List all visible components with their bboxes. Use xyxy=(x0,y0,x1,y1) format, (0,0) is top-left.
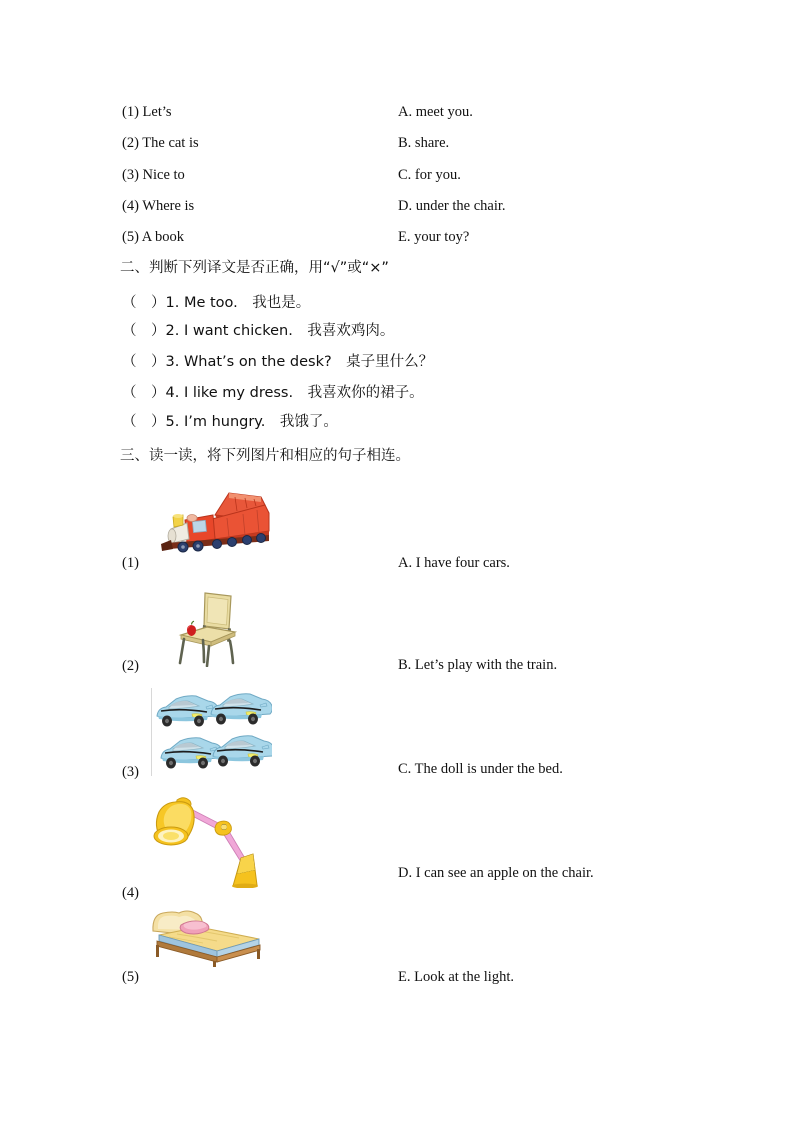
picture-chair-with-apple xyxy=(173,589,243,667)
s2-item-4: （ ）4. I like my dress. 我喜欢你的裙子。 xyxy=(122,385,424,401)
section-2-heading: 二、判断下列译文是否正确，用“√”或“×” xyxy=(120,260,389,276)
s1-right-item-d: D. under the chair. xyxy=(398,198,506,214)
s2-item-2: （ ）2. I want chicken. 我喜欢鸡肉。 xyxy=(122,323,395,339)
s1-left-item-5: (5) A book xyxy=(122,229,185,245)
s1-left-item-4: (4) Where is xyxy=(122,198,195,214)
s1-right-item-e: E. your toy? xyxy=(398,229,470,245)
s3-sentence-b: B. Let’s play with the train. xyxy=(398,657,558,673)
s3-sentence-d: D. I can see an apple on the chair. xyxy=(398,865,594,881)
s1-right-item-c: C. for you. xyxy=(398,167,461,183)
s3-sentence-e: E. Look at the light. xyxy=(398,969,514,985)
section-3-heading: 三、读一读，将下列图片和相应的句子相连。 xyxy=(120,448,410,464)
s3-number-3: (3) xyxy=(122,764,139,780)
s3-sentence-a: A. I have four cars. xyxy=(398,555,510,571)
s3-sentence-c: C. The doll is under the bed. xyxy=(398,761,563,777)
s2-item-3: （ ）3. What’s on the desk? 桌子里什么？ xyxy=(122,354,434,370)
s1-left-item-1: (1) Let’s xyxy=(122,104,172,120)
s1-right-item-b: B. share. xyxy=(398,135,450,151)
s2-item-1: （ ）1. Me too. 我也是。 xyxy=(122,295,311,311)
s1-right-item-a: A. meet you. xyxy=(398,104,473,120)
s3-number-2: (2) xyxy=(122,658,139,674)
s2-item-5: （ ）5. I’m hungry. 我饿了。 xyxy=(122,414,338,430)
s1-left-item-2: (2) The cat is xyxy=(122,135,199,151)
picture-train xyxy=(157,487,272,557)
picture-bed xyxy=(147,905,267,967)
s1-left-item-3: (3) Nice to xyxy=(122,167,185,183)
picture-four-cars xyxy=(151,688,272,776)
s3-number-1: (1) xyxy=(122,555,139,571)
s3-number-5: (5) xyxy=(122,969,139,985)
s3-number-4: (4) xyxy=(122,885,139,901)
picture-desk-lamp xyxy=(145,792,270,888)
